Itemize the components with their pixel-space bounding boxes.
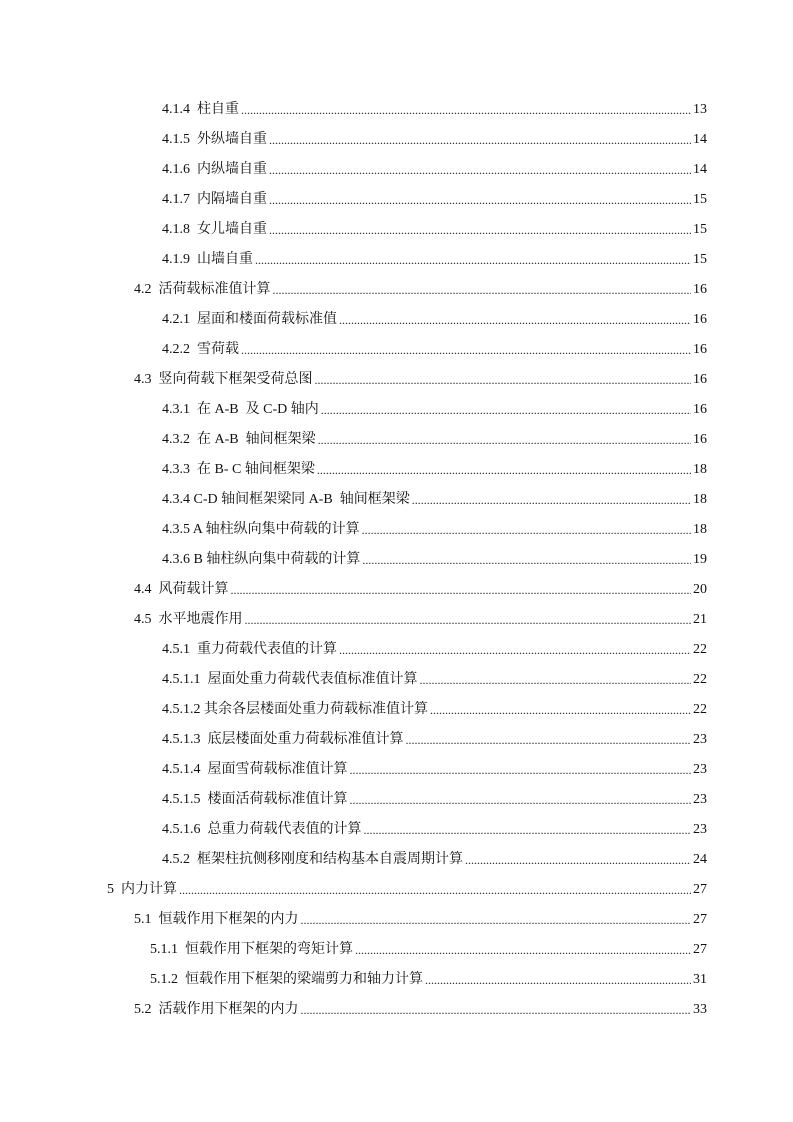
toc-entry[interactable] — [0, 935, 793, 965]
toc-entry[interactable] — [0, 605, 793, 635]
toc-entry-page: 16 — [693, 282, 707, 297]
toc-leader-dots — [241, 95, 691, 125]
toc-entry[interactable] — [0, 995, 793, 1025]
toc-entry[interactable] — [0, 785, 793, 815]
toc-entry-page: 16 — [693, 342, 707, 357]
toc-entry-label: 5.1 恒载作用下框架的内力 — [134, 912, 299, 927]
toc-entry-page: 23 — [693, 822, 707, 837]
toc-entry[interactable] — [0, 875, 793, 905]
toc-leader-dots — [273, 275, 692, 305]
toc-entry[interactable] — [0, 275, 793, 305]
toc-leader-dots — [412, 485, 691, 515]
toc-entry-label: 4.5.1.5 楼面活荷载标准值计算 — [162, 792, 348, 807]
toc-entry-page: 16 — [693, 402, 707, 417]
toc-leader-dots — [255, 245, 691, 275]
toc-leader-dots — [301, 905, 692, 935]
toc-leader-dots — [339, 635, 691, 665]
toc-entry-page: 24 — [693, 852, 707, 867]
toc-entry-label: 4.1.5 外纵墙自重 — [162, 132, 267, 147]
toc-entry-label: 4.5 水平地震作用 — [134, 612, 243, 627]
toc-entry-label: 4.5.1.6 总重力荷载代表值的计算 — [162, 822, 362, 837]
toc-entry-label: 5 内力计算 — [107, 882, 177, 897]
toc-entry-page: 16 — [693, 312, 707, 327]
toc-entry[interactable] — [0, 305, 793, 335]
toc-entry-page: 27 — [693, 882, 707, 897]
toc-entry[interactable] — [0, 545, 793, 575]
toc-leader-dots — [339, 305, 691, 335]
toc-leader-dots — [315, 365, 692, 395]
toc-leader-dots — [241, 335, 691, 365]
toc-entry-label: 4.5.1.4 屋面雪荷载标准值计算 — [162, 762, 348, 777]
toc-entry-label: 4.5.1.1 屋面处重力荷载代表值标准值计算 — [162, 672, 418, 687]
toc-entry[interactable] — [0, 965, 793, 995]
toc-entry-label: 5.1.2 恒载作用下框架的梁端剪力和轴力计算 — [150, 972, 423, 987]
toc-entry-label: 4.3.4 C-D 轴间框架梁同 A-B 轴间框架梁 — [162, 492, 410, 507]
toc-entry-page: 15 — [693, 222, 707, 237]
toc-entry-label: 5.2 活载作用下框架的内力 — [134, 1002, 299, 1017]
toc-entry-label: 4.3.2 在 A-B 轴间框架梁 — [162, 432, 316, 447]
toc-entry-page: 23 — [693, 792, 707, 807]
toc-leader-dots — [355, 935, 691, 965]
toc-entry-page: 22 — [693, 642, 707, 657]
toc-entry-page: 16 — [693, 432, 707, 447]
toc-leader-dots — [465, 845, 691, 875]
toc-entry[interactable] — [0, 845, 793, 875]
toc-leader-dots — [317, 455, 691, 485]
toc-entry[interactable] — [0, 155, 793, 185]
toc-entry-page: 13 — [693, 102, 707, 117]
toc-entry-page: 22 — [693, 702, 707, 717]
toc-entry[interactable] — [0, 215, 793, 245]
toc-entry-label: 4.1.4 柱自重 — [162, 102, 239, 117]
toc-entry-label: 4.4 风荷载计算 — [134, 582, 229, 597]
toc-entry-label: 4.2 活荷载标准值计算 — [134, 282, 271, 297]
toc-entry-label: 4.5.1.3 底层楼面处重力荷载标准值计算 — [162, 732, 404, 747]
toc-leader-dots — [301, 995, 692, 1025]
table-of-contents — [0, 95, 793, 1025]
toc-entry[interactable] — [0, 725, 793, 755]
toc-entry-label: 4.3.5 A 轴柱纵向集中荷载的计算 — [162, 522, 360, 537]
toc-entry-page: 14 — [693, 162, 707, 177]
toc-entry[interactable] — [0, 815, 793, 845]
toc-entry[interactable] — [0, 485, 793, 515]
toc-entry[interactable] — [0, 515, 793, 545]
toc-entry-label: 4.1.9 山墙自重 — [162, 252, 253, 267]
toc-leader-dots — [179, 875, 691, 905]
toc-entry-label: 4.2.2 雪荷载 — [162, 342, 239, 357]
toc-entry-page: 16 — [693, 372, 707, 387]
toc-entry[interactable] — [0, 905, 793, 935]
toc-leader-dots — [430, 695, 691, 725]
toc-leader-dots — [364, 815, 692, 845]
toc-entry-page: 22 — [693, 672, 707, 687]
toc-entry-page: 19 — [693, 552, 707, 567]
toc-entry-page: 18 — [693, 522, 707, 537]
toc-entry[interactable] — [0, 665, 793, 695]
toc-leader-dots — [321, 395, 691, 425]
toc-entry[interactable] — [0, 95, 793, 125]
toc-entry-label: 4.5.2 框架柱抗侧移刚度和结构基本自震周期计算 — [162, 852, 463, 867]
toc-entry-label: 4.1.8 女儿墙自重 — [162, 222, 267, 237]
toc-entry-page: 20 — [693, 582, 707, 597]
toc-leader-dots — [350, 755, 692, 785]
toc-leader-dots — [350, 785, 692, 815]
toc-entry-label: 4.5.1.2 其余各层楼面处重力荷载标准值计算 — [162, 702, 428, 717]
toc-entry[interactable] — [0, 365, 793, 395]
toc-leader-dots — [425, 965, 691, 995]
toc-leader-dots — [362, 545, 691, 575]
toc-entry-page: 23 — [693, 762, 707, 777]
toc-leader-dots — [231, 575, 692, 605]
toc-leader-dots — [269, 125, 691, 155]
toc-leader-dots — [245, 605, 692, 635]
toc-entry[interactable] — [0, 125, 793, 155]
toc-entry-page: 15 — [693, 192, 707, 207]
toc-entry[interactable] — [0, 755, 793, 785]
toc-entry-label: 4.3 竖向荷载下框架受荷总图 — [134, 372, 313, 387]
toc-entry-label: 4.3.1 在 A-B 及 C-D 轴内 — [162, 402, 319, 417]
toc-entry-label: 4.3.3 在 B- C 轴间框架梁 — [162, 462, 315, 477]
toc-entry-label: 4.3.6 B 轴柱纵向集中荷载的计算 — [162, 552, 361, 567]
toc-entry-label: 4.1.7 内隔墙自重 — [162, 192, 267, 207]
toc-entry-page: 14 — [693, 132, 707, 147]
toc-leader-dots — [269, 155, 691, 185]
toc-entry[interactable] — [0, 695, 793, 725]
toc-entry[interactable] — [0, 395, 793, 425]
toc-entry-page: 23 — [693, 732, 707, 747]
toc-leader-dots — [406, 725, 692, 755]
toc-entry-page: 15 — [693, 252, 707, 267]
toc-leader-dots — [420, 665, 692, 695]
toc-entry[interactable] — [0, 425, 793, 455]
toc-entry-page: 27 — [693, 912, 707, 927]
toc-leader-dots — [269, 185, 691, 215]
toc-entry-page: 18 — [693, 492, 707, 507]
toc-entry-label: 4.1.6 内纵墙自重 — [162, 162, 267, 177]
toc-leader-dots — [362, 515, 691, 545]
toc-entry[interactable] — [0, 575, 793, 605]
toc-entry-page: 31 — [693, 972, 707, 987]
toc-entry[interactable] — [0, 245, 793, 275]
toc-entry-page: 21 — [693, 612, 707, 627]
toc-entry[interactable] — [0, 185, 793, 215]
toc-entry[interactable] — [0, 455, 793, 485]
toc-entry[interactable] — [0, 635, 793, 665]
toc-entry-page: 27 — [693, 942, 707, 957]
toc-entry-label: 5.1.1 恒载作用下框架的弯矩计算 — [150, 942, 353, 957]
toc-leader-dots — [269, 215, 691, 245]
toc-entry-page: 18 — [693, 462, 707, 477]
toc-entry[interactable] — [0, 335, 793, 365]
toc-leader-dots — [318, 425, 691, 455]
toc-entry-label: 4.5.1 重力荷载代表值的计算 — [162, 642, 337, 657]
toc-entry-label: 4.2.1 屋面和楼面荷载标准值 — [162, 312, 337, 327]
toc-entry-page: 33 — [693, 1002, 707, 1017]
